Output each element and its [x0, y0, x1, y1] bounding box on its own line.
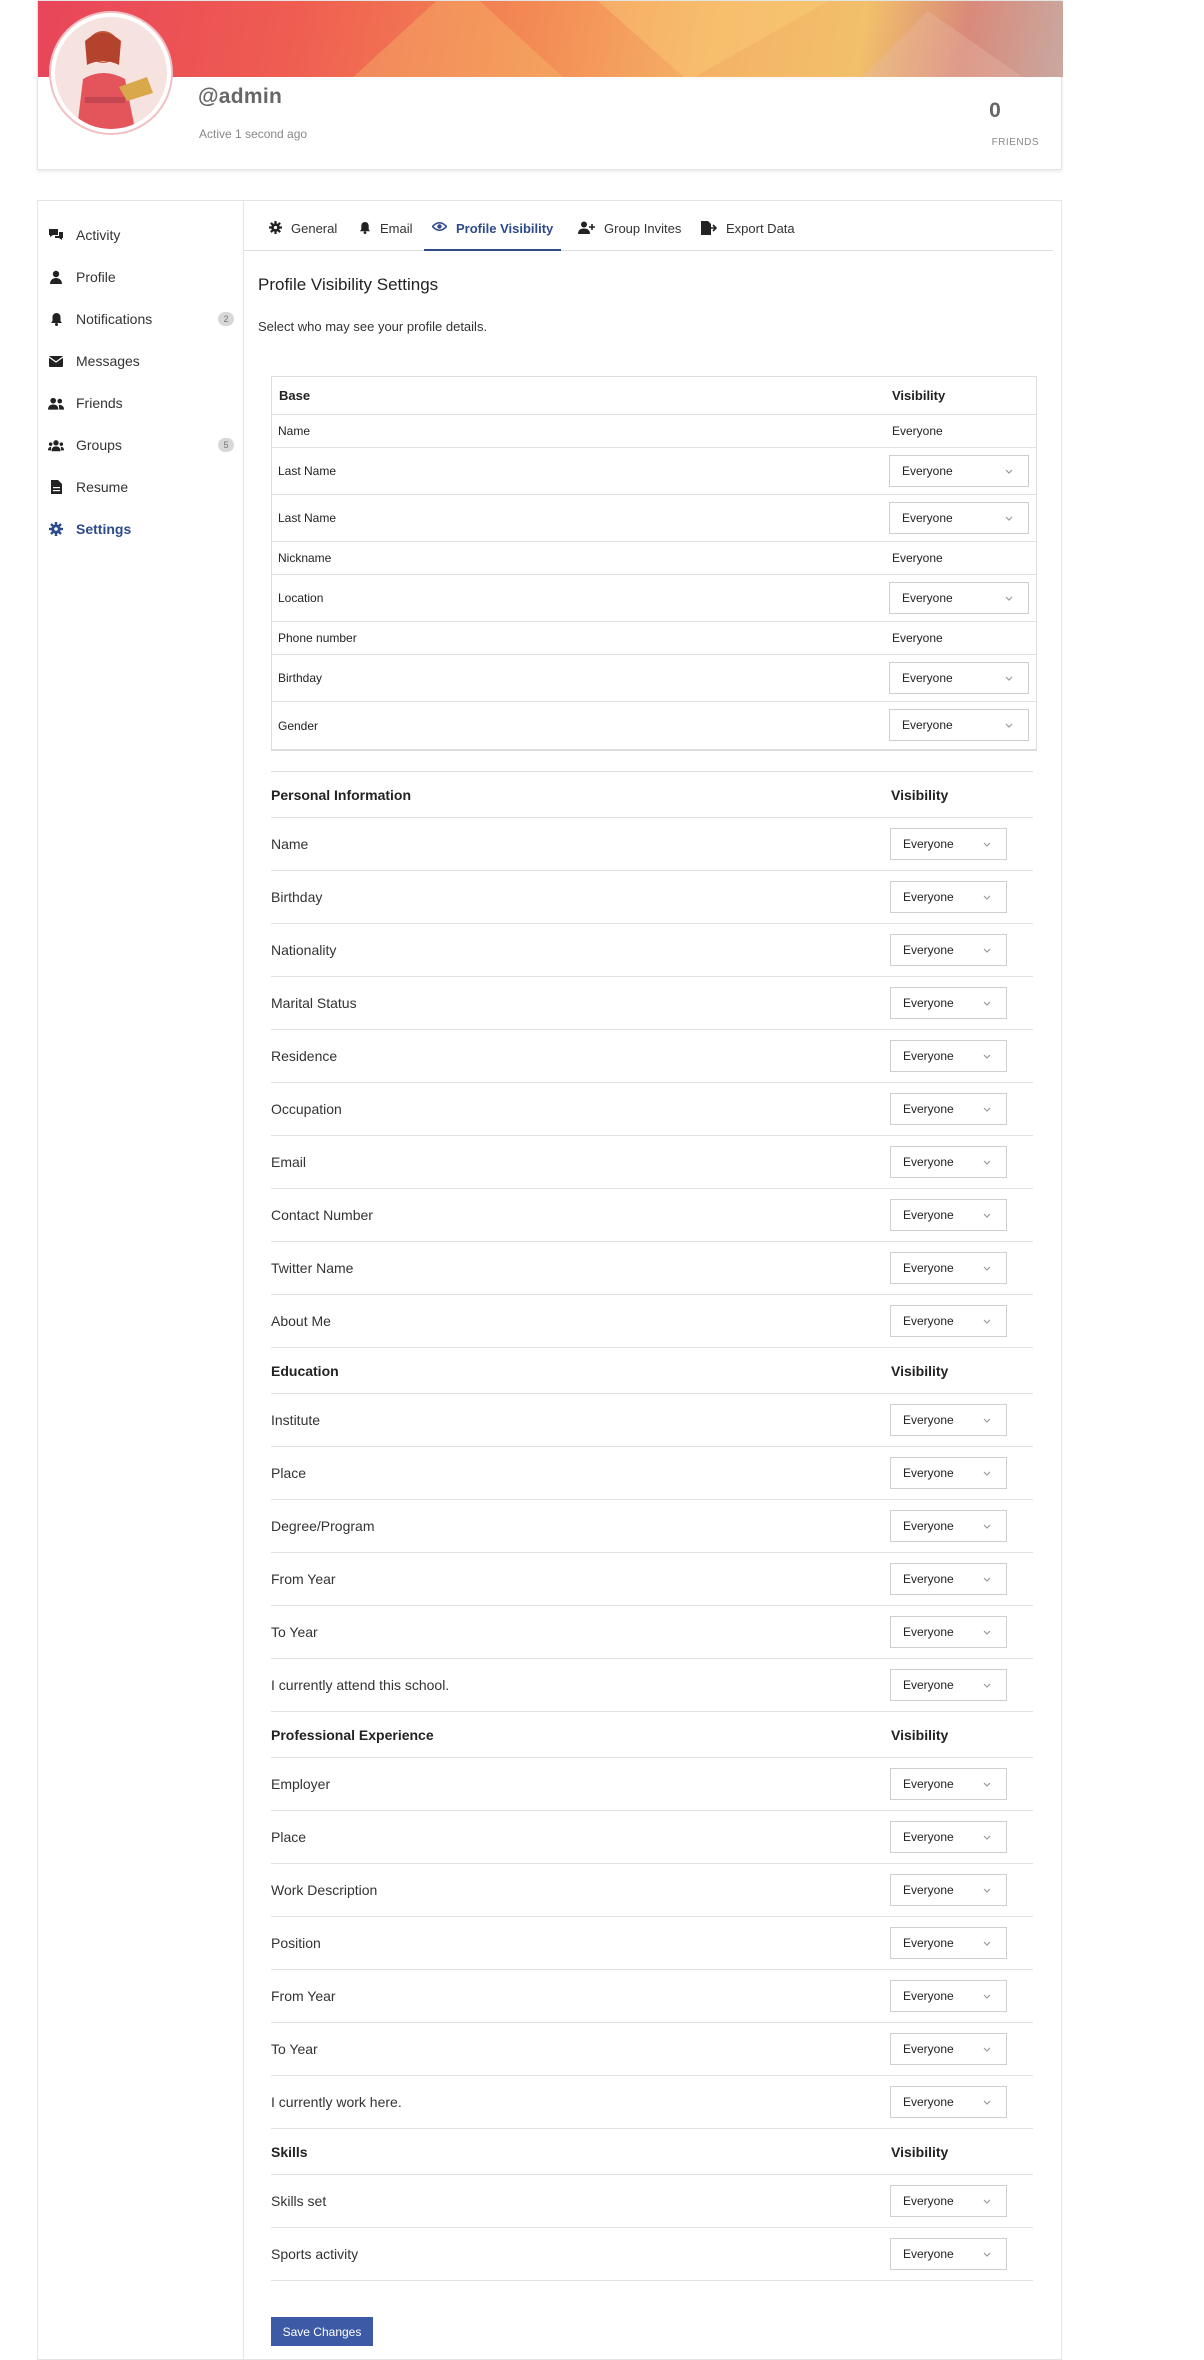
visibility-select[interactable]: [890, 1616, 1007, 1648]
field-label: Last Name: [278, 464, 337, 478]
eye-icon: [432, 221, 447, 232]
group-visibility-header: Visibility: [891, 2143, 949, 2160]
visibility-select[interactable]: [889, 502, 1029, 534]
visibility-select-value: Everyone: [902, 671, 953, 685]
table-header-field: Base: [279, 388, 311, 403]
chevron-down-icon: [982, 1468, 992, 1478]
field-label: Institute: [271, 1412, 321, 1428]
field-label: Gender: [278, 718, 319, 733]
chevron-down-icon: [982, 2097, 992, 2107]
tab-label: Group Invites: [604, 221, 682, 236]
table-row: [271, 1295, 1033, 1348]
chevron-down-icon: [1004, 673, 1014, 683]
field-label: Phone number: [278, 631, 357, 645]
table-row: [271, 1864, 1033, 1917]
sidebar-item-groups[interactable]: [38, 424, 244, 466]
bell-icon: [48, 311, 64, 327]
chevron-down-icon: [982, 1316, 992, 1326]
visibility-select-value: Everyone: [903, 1261, 954, 1275]
table-row: [271, 1083, 1033, 1136]
table-row: [271, 1917, 1033, 1970]
visibility-select-value: Everyone: [902, 511, 953, 525]
chevron-down-icon: [982, 1051, 992, 1061]
table-row: [271, 1553, 1033, 1606]
visibility-select-value: Everyone: [903, 1777, 954, 1791]
visibility-select[interactable]: [890, 1252, 1007, 1284]
table-row: [272, 575, 1036, 622]
tab-general[interactable]: [261, 217, 345, 249]
visibility-select[interactable]: [890, 934, 1007, 966]
user-icon: [48, 269, 64, 285]
visibility-select[interactable]: [890, 2185, 1007, 2217]
group-title: Personal Information: [271, 786, 412, 803]
sidebar-item-label: Notifications: [76, 311, 153, 327]
group-visibility-header: Visibility: [891, 1362, 949, 1379]
sidebar-item-friends[interactable]: [38, 382, 244, 424]
visibility-select-value: Everyone: [903, 1936, 954, 1950]
save-changes-button[interactable]: Save Changes: [271, 2317, 373, 2346]
table-row: [271, 1242, 1033, 1295]
table-row: [271, 2228, 1033, 2281]
chevron-down-icon: [982, 1627, 992, 1637]
field-label: Sports activity: [271, 2246, 359, 2262]
friends-label: FRIENDS: [991, 137, 1039, 148]
chevron-down-icon: [982, 1157, 992, 1167]
table-row: [272, 415, 1036, 448]
field-label: Employer: [271, 1776, 331, 1792]
tab-email[interactable]: [351, 217, 421, 249]
table-row: [271, 977, 1033, 1030]
field-label: Location: [278, 591, 324, 605]
field-label: Skills set: [271, 2193, 327, 2209]
table-row: [272, 622, 1036, 655]
tab-export-data[interactable]: [693, 217, 803, 249]
table-header-visibility: Visibility: [892, 388, 946, 403]
field-label: I currently attend this school.: [271, 1677, 450, 1693]
visibility-select[interactable]: [889, 662, 1029, 694]
table-row: [272, 655, 1036, 702]
chevron-down-icon: [982, 1104, 992, 1114]
chevron-down-icon: [982, 998, 992, 1008]
visibility-select[interactable]: [890, 2033, 1007, 2065]
table-row: [272, 495, 1036, 542]
table-row: [271, 1970, 1033, 2023]
field-label: Place: [271, 1829, 307, 1845]
last-active: Active 1 second ago: [199, 127, 308, 141]
envelope-icon: [48, 353, 64, 369]
field-label: Residence: [271, 1048, 338, 1064]
sidebar-item-resume[interactable]: [38, 466, 244, 508]
visibility-select[interactable]: [890, 1510, 1007, 1542]
chevron-down-icon: [982, 1415, 992, 1425]
cover-image: [38, 1, 1063, 77]
notification-count-badge: 2: [218, 312, 234, 326]
chevron-down-icon: [982, 1832, 992, 1842]
field-label: Nationality: [271, 942, 337, 958]
gear-icon: [48, 521, 64, 537]
table-row: [271, 818, 1033, 871]
field-label: Name: [271, 836, 309, 852]
visibility-select[interactable]: [890, 1669, 1007, 1701]
chevron-down-icon: [982, 1263, 992, 1273]
visibility-select-value: Everyone: [903, 837, 954, 851]
visibility-select[interactable]: [890, 987, 1007, 1019]
sidebar-item-label: Friends: [76, 395, 123, 411]
table-row: [271, 2023, 1033, 2076]
comments-icon: [48, 227, 64, 243]
visibility-select[interactable]: [890, 1457, 1007, 1489]
chevron-down-icon: [982, 945, 992, 955]
visibility-select-value: Everyone: [903, 2194, 954, 2208]
visibility-select-value: Everyone: [903, 1883, 954, 1897]
group-visibility-header: Visibility: [891, 1726, 949, 1743]
visibility-select-value: Everyone: [902, 464, 953, 478]
chevron-down-icon: [982, 2249, 992, 2259]
sidebar-item-label: Activity: [76, 227, 121, 243]
visibility-select-value: Everyone: [902, 591, 953, 605]
visibility-select-value: Everyone: [903, 1519, 954, 1533]
tab-label: Email: [380, 221, 413, 236]
sidebar-item-settings[interactable]: [38, 508, 244, 550]
field-label: Nickname: [278, 551, 332, 565]
table-row: [271, 1500, 1033, 1553]
sidebar-item-activity[interactable]: [38, 214, 244, 256]
field-label: Contact Number: [271, 1207, 373, 1223]
chevron-down-icon: [982, 1210, 992, 1220]
sidebar-item-label: Settings: [76, 521, 132, 537]
visibility-select[interactable]: [890, 1874, 1007, 1906]
visibility-select[interactable]: [889, 455, 1029, 487]
users-icon: [48, 437, 64, 453]
chevron-down-icon: [982, 1938, 992, 1948]
bell-icon: [359, 221, 371, 234]
field-label: To Year: [271, 1624, 318, 1640]
chevron-down-icon: [982, 1885, 992, 1895]
table-row: [271, 1136, 1033, 1189]
visibility-select-value: Everyone: [903, 1155, 954, 1169]
visibility-select[interactable]: [890, 2238, 1007, 2270]
visibility-select[interactable]: [890, 1040, 1007, 1072]
group-header: [271, 1348, 1033, 1394]
field-label: Birthday: [278, 671, 323, 685]
field-label: To Year: [271, 2041, 318, 2057]
settings-tabs: [244, 201, 1053, 251]
chevron-down-icon: [1004, 720, 1014, 730]
group-header: [271, 1712, 1033, 1758]
table-header: [272, 377, 1036, 415]
field-label: About Me: [271, 1313, 331, 1329]
page-description: Select who may see your profile details.: [258, 319, 488, 334]
table-row: [271, 1659, 1033, 1712]
field-visibility-value: Everyone: [892, 551, 943, 565]
chevron-down-icon: [982, 1521, 992, 1531]
table-row: [271, 1189, 1033, 1242]
group-title: Professional Experience: [271, 1726, 434, 1743]
visibility-select[interactable]: [890, 1199, 1007, 1231]
group-visibility-header: Visibility: [891, 786, 949, 803]
visibility-select-value: Everyone: [903, 1466, 954, 1480]
field-label: Marital Status: [271, 995, 357, 1011]
visibility-select-value: Everyone: [903, 2042, 954, 2056]
visibility-select[interactable]: [890, 1146, 1007, 1178]
gear-icon: [269, 221, 282, 234]
sidebar-nav: [38, 201, 244, 2359]
table-row: [272, 542, 1036, 575]
field-label: Place: [271, 1465, 307, 1481]
field-label: From Year: [271, 1571, 336, 1587]
sidebar-item-label: Resume: [76, 479, 129, 495]
chevron-down-icon: [982, 2044, 992, 2054]
base-visibility-table: [271, 376, 1037, 751]
visibility-select-value: Everyone: [903, 1989, 954, 2003]
visibility-select[interactable]: [889, 709, 1029, 741]
field-label: Twitter Name: [271, 1260, 354, 1276]
group-header: [271, 772, 1033, 818]
sidebar-item-label: Profile: [76, 269, 116, 285]
friends-count[interactable]: 0: [989, 99, 1001, 122]
field-label: Name: [278, 424, 311, 438]
visibility-select[interactable]: [890, 1305, 1007, 1337]
visibility-select-value: Everyone: [903, 943, 954, 957]
profile-username: @admin: [198, 85, 283, 108]
tab-profile-visibility[interactable]: [424, 217, 561, 251]
field-groups: [271, 771, 1033, 2281]
sidebar-item-notifications[interactable]: [38, 298, 244, 340]
visibility-select[interactable]: [890, 2086, 1007, 2118]
tab-label: Profile Visibility: [456, 221, 554, 236]
visibility-select-value: Everyone: [903, 1678, 954, 1692]
visibility-select-value: Everyone: [903, 890, 954, 904]
chevron-down-icon: [982, 1680, 992, 1690]
sidebar-item-label: Messages: [76, 353, 140, 369]
table-row: [271, 1811, 1033, 1864]
visibility-select-value: Everyone: [903, 1830, 954, 1844]
visibility-select-value: Everyone: [903, 1102, 954, 1116]
visibility-select-value: Everyone: [903, 1572, 954, 1586]
visibility-select[interactable]: [890, 1768, 1007, 1800]
field-label: I currently work here.: [271, 2094, 402, 2110]
chevron-down-icon: [1004, 466, 1014, 476]
chevron-down-icon: [1004, 593, 1014, 603]
field-label: Email: [271, 1154, 307, 1170]
table-row: [271, 2175, 1033, 2228]
field-label: From Year: [271, 1988, 336, 2004]
field-label: Last Name: [278, 511, 337, 525]
tab-label: General: [291, 221, 338, 236]
visibility-select-value: Everyone: [903, 996, 954, 1010]
sidebar-item-label: Groups: [76, 437, 122, 453]
visibility-select[interactable]: [890, 1980, 1007, 2012]
chevron-down-icon: [982, 839, 992, 849]
profile-header: [37, 0, 1062, 170]
group-title: Education: [271, 1362, 339, 1379]
user-plus-icon: [578, 221, 595, 234]
table-row: [272, 702, 1036, 749]
file-export-icon: [701, 221, 717, 235]
chevron-down-icon: [982, 892, 992, 902]
visibility-select-value: Everyone: [903, 1314, 954, 1328]
field-label: Birthday: [271, 889, 323, 905]
visibility-select[interactable]: [890, 1563, 1007, 1595]
table-row: [271, 1606, 1033, 1659]
visibility-select[interactable]: [890, 1821, 1007, 1853]
field-label: Degree/Program: [271, 1518, 375, 1534]
avatar[interactable]: [51, 13, 171, 133]
tab-label: Export Data: [726, 221, 795, 236]
chevron-down-icon: [982, 1574, 992, 1584]
visibility-select[interactable]: [890, 1927, 1007, 1959]
table-row: [271, 871, 1033, 924]
visibility-select-value: Everyone: [902, 718, 953, 732]
table-row: [271, 1030, 1033, 1083]
visibility-select-value: Everyone: [903, 2247, 954, 2261]
table-row: [271, 1394, 1033, 1447]
group-title: Skills: [271, 2143, 308, 2160]
settings-panel: [37, 200, 1062, 2360]
visibility-select-value: Everyone: [903, 2095, 954, 2109]
field-visibility-value: Everyone: [892, 631, 943, 645]
visibility-select-value: Everyone: [903, 1413, 954, 1427]
table-row: [271, 2076, 1033, 2129]
visibility-select[interactable]: [890, 828, 1007, 860]
visibility-select[interactable]: [890, 1404, 1007, 1436]
groups-count-badge: 5: [218, 438, 234, 452]
field-label: Work Description: [271, 1882, 378, 1898]
group-header: [271, 2129, 1033, 2175]
chevron-down-icon: [1004, 513, 1014, 523]
visibility-select[interactable]: [890, 1093, 1007, 1125]
table-row: [272, 448, 1036, 495]
chevron-down-icon: [982, 2196, 992, 2206]
sidebar-item-messages[interactable]: [38, 340, 244, 382]
table-row: [271, 1447, 1033, 1500]
chevron-down-icon: [982, 1779, 992, 1789]
sidebar-item-profile[interactable]: [38, 256, 244, 298]
table-row: [271, 1758, 1033, 1811]
chevron-down-icon: [982, 1991, 992, 2001]
visibility-select-value: Everyone: [903, 1625, 954, 1639]
visibility-select[interactable]: [890, 881, 1007, 913]
user-friends-icon: [48, 395, 64, 411]
tab-group-invites[interactable]: [570, 217, 689, 249]
file-icon: [48, 479, 64, 495]
field-label: Occupation: [271, 1101, 342, 1117]
field-label: Position: [271, 1935, 321, 1951]
visibility-select-value: Everyone: [903, 1049, 954, 1063]
field-visibility-value: Everyone: [892, 424, 943, 438]
visibility-select[interactable]: [889, 582, 1029, 614]
page-title: Profile Visibility Settings: [258, 275, 439, 294]
table-row: [271, 924, 1033, 977]
visibility-select-value: Everyone: [903, 1208, 954, 1222]
